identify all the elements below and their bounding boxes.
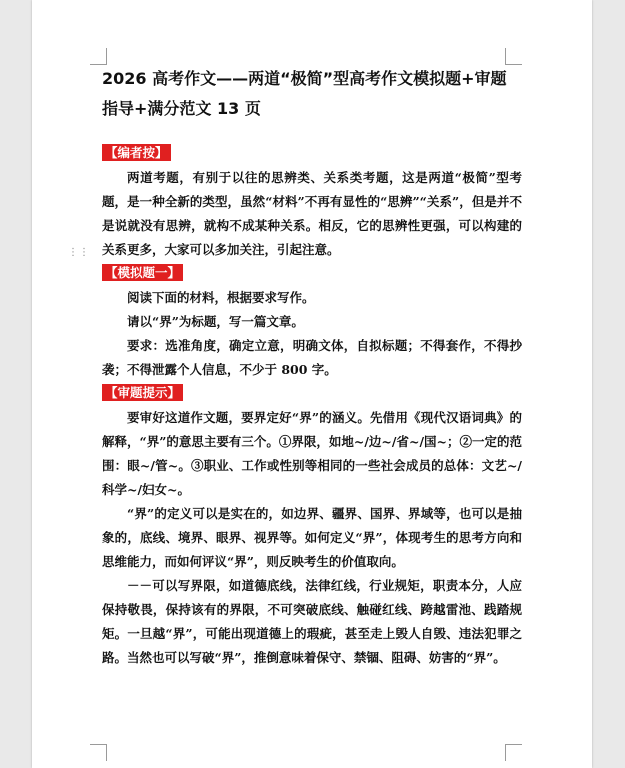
- margin-corner-bottom-right: [505, 744, 522, 761]
- drag-handle-icon[interactable]: ⋮⋮: [68, 247, 90, 258]
- paragraph: 请以“界”为标题，写一篇文章。: [127, 314, 304, 329]
- section-review-tips: [102, 382, 522, 402]
- paragraph: 要求：选准角度，确定立意，明确文体，自拟标题；不得套作，不得抄袭；不得泄露个人信息，不少于 800 字。: [102, 338, 522, 377]
- document-body: [102, 64, 522, 670]
- section-mock-question-1: [102, 262, 522, 282]
- margin-corner-top-left: [90, 48, 107, 65]
- margin-corner-bottom-left: [90, 744, 107, 761]
- section-tag: 【编者按】: [102, 144, 171, 161]
- section-editor-note: [102, 142, 522, 162]
- paragraph: 阅读下面的材料，根据要求写作。: [127, 290, 315, 305]
- section-tag: 【模拟题一】: [102, 264, 183, 281]
- paragraph: －－可以写界限，如道德底线，法律红线，行业规矩，职责本分，人应保持敬畏，保持该有的界限，不可突破底线、触碰红线、跨越雷池、践踏规矩。一旦越“界”，可能出现道德上的瑕疵，甚至走上毁人自毁、违法犯罪之路。当然也可以写破“界”，推倒意味着保守、禁锢、阻碍、妨害的“界”。: [102, 578, 522, 665]
- paragraph: “界”的定义可以是实在的，如边界、疆界、国界、界域等，也可以是抽象的，底线、境界、眼界、视界等。如何定义“界”，体现考生的思考方向和思维能力，而如何评议“界”，则反映考生的价值取向。: [102, 506, 522, 569]
- paragraph: 两道考题，有别于以往的思辨类、关系类考题，这是两道“极简”型考题，是一种全新的类型，虽然“材料”不再有显性的“思辨”“关系”，但是并不是说就没有思辨，就构不成某种关系。相反，它的思辨性更强，可以构建的关系更多，大家可以多加关注，引起注意。: [102, 170, 522, 257]
- document-title: 2026 高考作文——两道“极简”型高考作文模拟题+审题指导+满分范文 13 页: [102, 69, 507, 118]
- margin-corner-top-right: [505, 48, 522, 65]
- paragraph: 要审好这道作文题，要界定好“界”的涵义。先借用《现代汉语词典》的解释，“界”的意思主要有三个。①界限，如地~/边~/省~/国~；②一定的范围：眼~/管~。③职业、工作或性别等相同的一些社会成员的总体：文艺~/科学~/妇女~。: [102, 410, 522, 497]
- section-tag: 【审题提示】: [102, 384, 183, 401]
- document-page: [32, 0, 592, 768]
